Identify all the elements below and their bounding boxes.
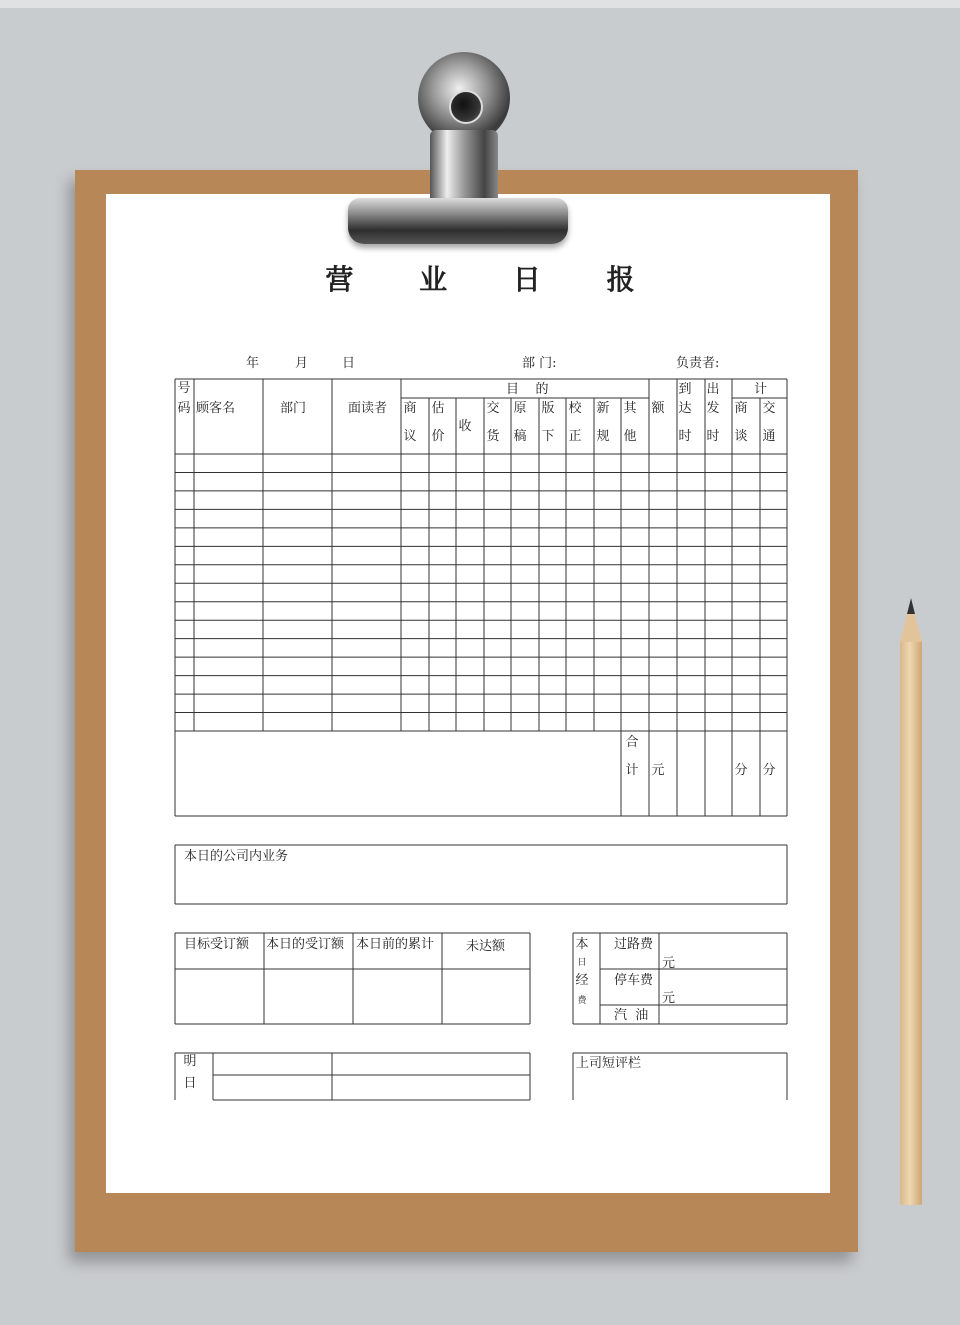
- expense-side-3: 经: [575, 973, 589, 988]
- purpose-col-4-2: 货: [486, 429, 500, 444]
- minute-unit-2: 分: [762, 763, 776, 778]
- expense-row-toll: 过路费: [614, 937, 654, 952]
- expense-side-4: 费: [577, 996, 587, 1006]
- calc-talk-1: 商: [734, 401, 748, 416]
- total-label-1: 合: [625, 735, 639, 750]
- col-number-2: 码: [177, 401, 191, 416]
- order-header-shortfall: 未达额: [466, 939, 506, 954]
- expense-row-parking: 停车费: [614, 973, 654, 988]
- calc-header: 计: [754, 382, 768, 397]
- purpose-col-2-1: 估: [431, 401, 445, 416]
- month-label: 月: [295, 356, 309, 371]
- tomorrow-label-2: 日: [183, 1076, 197, 1091]
- purpose-col-6-2: 下: [541, 429, 555, 444]
- purpose-header: 目 的: [506, 382, 549, 397]
- year-label: 年: [246, 356, 260, 371]
- tomorrow-label-1: 明: [183, 1054, 197, 1069]
- order-header-target: 目标受订额: [184, 937, 250, 952]
- expense-unit-1: 元: [662, 956, 676, 971]
- owner-label: 负责者:: [676, 356, 720, 371]
- order-header-today: 本日的受订额: [266, 937, 345, 952]
- purpose-col-5-1: 原: [513, 401, 527, 416]
- page-title: 营 业 日 报: [325, 263, 663, 296]
- col-customer: 顾客名: [196, 401, 236, 416]
- purpose-col-1-1: 商: [403, 401, 417, 416]
- purpose-col-2-2: 价: [431, 429, 445, 444]
- calc-talk-2: 谈: [734, 429, 748, 444]
- col-arrive-2: 达: [678, 401, 692, 416]
- purpose-col-8-2: 规: [596, 429, 610, 444]
- total-unit: 元: [651, 763, 665, 778]
- total-label-2: 计: [625, 763, 639, 778]
- purpose-col-7-1: 校: [568, 401, 582, 416]
- col-arrive-3: 时: [678, 429, 692, 444]
- purpose-col-6-1: 版: [541, 401, 555, 416]
- col-arrive-1: 到: [678, 382, 692, 397]
- day-label: 日: [342, 356, 356, 371]
- col-depart-1: 出: [706, 382, 720, 397]
- supervisor-comment-label: 上司短评栏: [576, 1056, 642, 1071]
- expense-side-1: 本: [575, 937, 589, 952]
- minute-unit-1: 分: [734, 763, 748, 778]
- expense-unit-2: 元: [662, 991, 676, 1006]
- col-interviewer: 面读者: [348, 401, 388, 416]
- col-depart-2: 发: [706, 401, 720, 416]
- order-header-cumulative: 本日前的累计: [356, 937, 435, 952]
- expense-side-2: 日: [577, 958, 587, 968]
- col-number-1: 号: [177, 381, 191, 396]
- col-dept: 部门: [280, 401, 307, 416]
- internal-business-label: 本日的公司内业务: [184, 849, 289, 864]
- calc-traffic-2: 通: [762, 429, 776, 444]
- purpose-col-7-2: 正: [568, 429, 582, 444]
- calc-traffic-1: 交: [762, 401, 776, 416]
- purpose-col-9-2: 他: [623, 429, 637, 444]
- purpose-col-4-1: 交: [486, 401, 500, 416]
- col-depart-3: 时: [706, 429, 720, 444]
- col-amount: 额: [651, 401, 665, 416]
- expense-row-gasoline: 汽 油: [614, 1008, 649, 1023]
- purpose-col-5-2: 稿: [513, 429, 527, 444]
- purpose-col-8-1: 新: [596, 401, 610, 416]
- purpose-col-3-1: 收: [458, 419, 472, 434]
- dept-label: 部 门:: [522, 356, 557, 371]
- purpose-col-1-2: 议: [403, 429, 417, 444]
- purpose-col-9-1: 其: [623, 401, 637, 416]
